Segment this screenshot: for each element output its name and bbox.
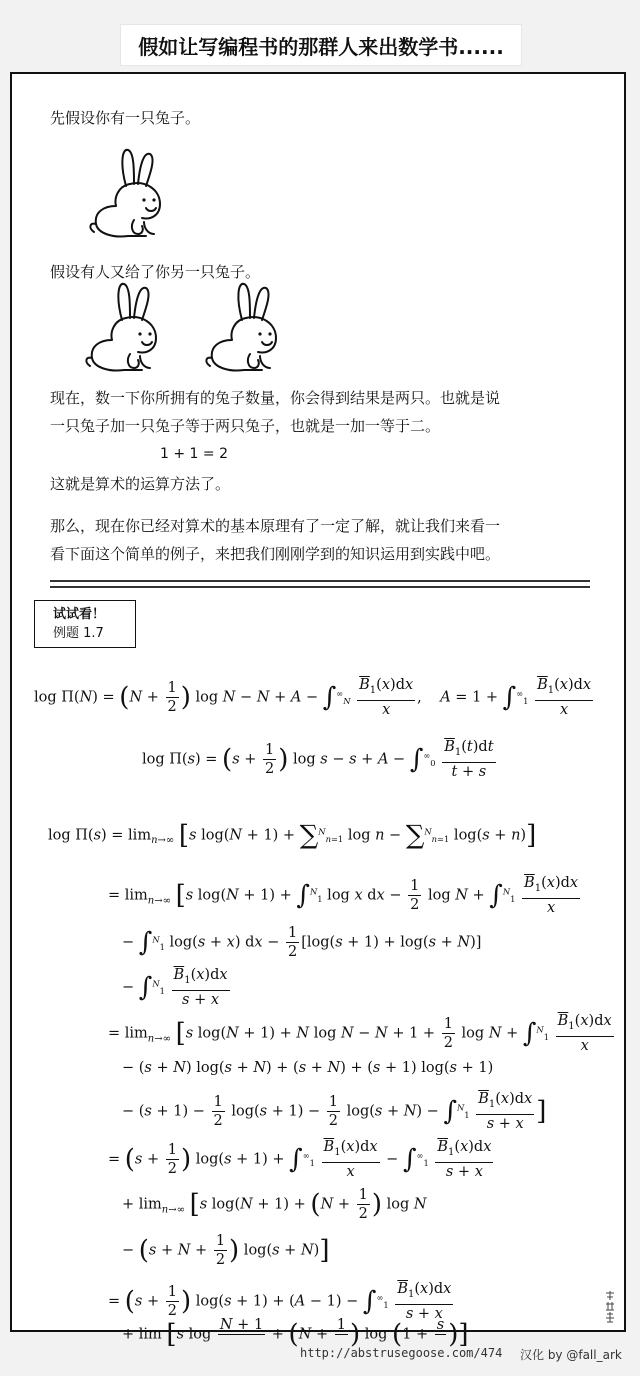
intro-line-3b: 一只兔子加一只兔子等于两只兔子，也就是一加一等于二。 (50, 417, 441, 435)
derivation-line-8: = (s + $\frac{1}{2}$ ) $\log(s + 1) + \int^\infty_1$ $\frac{\overline{B}_1(x)dx}{x}$ − $\int^\infty_1$ $\frac{\overline{B}_1(x)dx}{s + x}$ (108, 1139, 492, 1180)
double-rule-top (50, 580, 590, 582)
derivation-line-2: = $\lim_{n\to\infty} [s$ log(N + 1) + ∫$^N_1$ log x dx − $\frac{1}{2}$ log N + ∫$^N_1$ $\frac{\overline{B}_1(x)dx}{x}$ (108, 875, 579, 916)
derivation-line-5: = $\lim_{n\to\infty} [s$ log(N + 1) + N log N − N + 1 + $\frac{1}{2}$ log N + ∫$^N_1$ $\frac{\overline{B}_1(x)dx}{x}$ (108, 1013, 612, 1054)
derivation-line-1: $\log \Pi(s) = \lim_{n\to\infty} [s$ log(N + 1) + ∑$^N_{n=1}$ log n − ∑$^N_{n=1}$ log(s + n)] (48, 820, 537, 851)
intro-line-2: 假设有人又给了你另一只兔子。 (50, 263, 261, 281)
rabbit-icon (80, 280, 170, 376)
intro-line-1: 先假设你有一只兔子。 (50, 109, 201, 127)
derivation-line-3: − ∫$^N_1$ log(s + x) dx − $\frac{1}{2}$ [log(s + 1) + log(s + N)] (122, 925, 482, 960)
source-url[interactable]: http://abstrusegoose.com/474 (300, 1346, 503, 1360)
example-number: 例题 1.7 (53, 626, 104, 641)
derivation-line-7: − (s + 1) − $\frac{1}{2}$ log(s + 1) − $\frac{1}{2}$ log(s + N) − ∫$^N_1$ $\frac{\overline{B}_1(x)dx}{s + x}$ ] (122, 1091, 547, 1132)
rabbit-icon (200, 280, 290, 376)
derivation-line-9: + $\lim_{n\to\infty} [s$ log(N + 1) + (N + $\frac{1}{2}$ ) log N (122, 1187, 427, 1222)
formula-2: log Π(s) = (s + $\frac{1}{2}$ ) $\log s - s + A - \int^\infty_0$ $\frac{\overline{B}_1(t)dt}{t + s}$ (142, 739, 494, 780)
comic-panel (10, 72, 626, 1350)
derivation-line-12-cut: + lim [s log N + 1 + (N + 1 ) log (1 + s )] (122, 1317, 469, 1350)
derivation-line-4: − ∫$^N_1$ $\frac{\overline{B}_1(x)dx}{s + x}$ (122, 967, 228, 1008)
intro-line-5b: 看下面这个简单的例子，来把我们刚刚学到的知识运用到实践中吧。 (50, 545, 501, 563)
try-it-box (34, 600, 136, 648)
derivation-line-11: = (s + $\frac{1}{2}$ ) $\log(s + 1) + (A - 1) - \int^\infty_1$ $\frac{\overline{B}_1(x)dx}{s + x}$ (108, 1281, 452, 1322)
intro-line-4: 这就是算术的运算方法了。 (50, 475, 231, 493)
intro-line-5a: 那么，现在你已经对算术的基本原理有了一定了解，就让我们来看一 (50, 517, 501, 535)
double-rule-bottom (50, 586, 590, 588)
page-title: 假如让写编程书的那群人来出数学书...... (120, 24, 522, 66)
intro-line-3a: 现在，数一下你所拥有的兔子数量，你会得到结果是两只。也就是说 (50, 389, 501, 407)
derivation-line-10: − (s + N + $\frac{1}{2}$ ) log(s + N)] (122, 1233, 330, 1268)
equation-1-plus-1: 1 + 1 = 2 (160, 446, 228, 462)
try-it-title: 试试看！ (53, 607, 106, 622)
translation-credit: 汉化 by @fall_ark (520, 1348, 622, 1362)
formula-1: log Π(N) = (N + $\frac{1}{2}$ ) $\log N - N + A - \int^\infty_N$ $\frac{\overline{B}_1(x)dx}{x}$ , $A = 1 + \int^\infty_1$ $\frac{\overline{B}_1(x)dx}{x}$ (34, 677, 592, 718)
rabbit-icon (84, 146, 174, 242)
signature-icon (604, 1290, 616, 1324)
derivation-line-6: − (s + N) log(s + N) + (s + N) + (s + 1) log(s + 1) (122, 1060, 494, 1076)
